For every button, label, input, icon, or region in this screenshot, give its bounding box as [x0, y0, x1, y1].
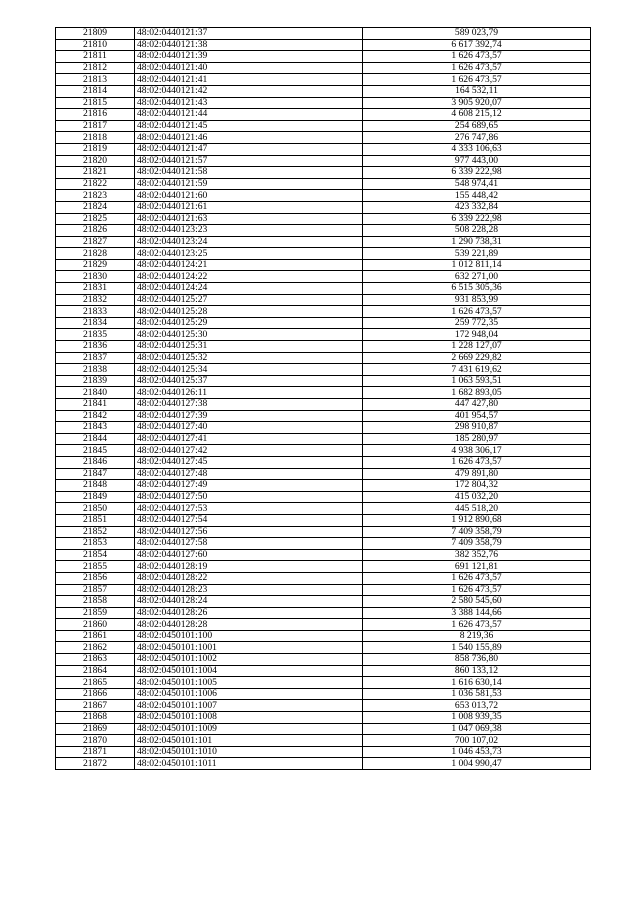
- cadastral-number-cell: 48:02:0440125:37: [135, 375, 363, 387]
- row-number-cell: 21818: [56, 132, 135, 144]
- cadastral-number-cell: 48:02:0440127:42: [135, 445, 363, 457]
- cadastral-value-cell: 298 910,87: [363, 422, 591, 434]
- cadastral-value-cell: 7 409 358,79: [363, 538, 591, 550]
- row-number-cell: 21839: [56, 375, 135, 387]
- cadastral-value-cell: 6 339 222,98: [363, 213, 591, 225]
- cadastral-number-cell: 48:02:0440121:45: [135, 120, 363, 132]
- cadastral-number-cell: 48:02:0450101:100: [135, 630, 363, 642]
- cadastral-number-cell: 48:02:0440128:28: [135, 619, 363, 631]
- table-row: [56, 352, 591, 364]
- table-row: [56, 294, 591, 306]
- row-number-cell: 21810: [56, 39, 135, 51]
- cadastral-value-cell: 164 532,11: [363, 85, 591, 97]
- table-row: [56, 445, 591, 457]
- cadastral-value-cell: 1 540 155,89: [363, 642, 591, 654]
- row-number-cell: 21824: [56, 201, 135, 213]
- table-row: [56, 712, 591, 724]
- cadastral-value-cell: 1 682 893,05: [363, 387, 591, 399]
- table-row: [56, 190, 591, 202]
- row-number-cell: 21871: [56, 746, 135, 758]
- cadastral-number-cell: 48:02:0440127:50: [135, 491, 363, 503]
- cadastral-number-cell: 48:02:0450101:1008: [135, 712, 363, 724]
- cadastral-number-cell: 48:02:0440127:48: [135, 468, 363, 480]
- table-row: [56, 283, 591, 295]
- table-row: [56, 630, 591, 642]
- row-number-cell: 21853: [56, 538, 135, 550]
- row-number-cell: 21868: [56, 712, 135, 724]
- cadastral-number-cell: 48:02:0440121:46: [135, 132, 363, 144]
- row-number-cell: 21811: [56, 51, 135, 63]
- cadastral-value-cell: 3 905 920,07: [363, 97, 591, 109]
- table-row: [56, 306, 591, 318]
- table-row: [56, 399, 591, 411]
- cadastral-value-cell: 653 013,72: [363, 700, 591, 712]
- table-row: [56, 28, 591, 40]
- row-number-cell: 21846: [56, 456, 135, 468]
- cadastral-value-cell: 382 352,76: [363, 549, 591, 561]
- cadastral-value-cell: 3 388 144,66: [363, 607, 591, 619]
- cadastral-number-cell: 48:02:0440125:31: [135, 341, 363, 353]
- row-number-cell: 21849: [56, 491, 135, 503]
- table-row: [56, 236, 591, 248]
- cadastral-value-cell: 4 333 106,63: [363, 143, 591, 155]
- row-number-cell: 21863: [56, 654, 135, 666]
- row-number-cell: 21837: [56, 352, 135, 364]
- cadastral-number-cell: 48:02:0440127:45: [135, 456, 363, 468]
- cadastral-number-cell: 48:02:0440121:43: [135, 97, 363, 109]
- table-row: [56, 468, 591, 480]
- cadastral-value-cell: 415 032,20: [363, 491, 591, 503]
- cadastral-value-cell: 1 008 939,35: [363, 712, 591, 724]
- cadastral-value-cell: 1 012 811,14: [363, 259, 591, 271]
- cadastral-value-cell: 1 626 473,57: [363, 74, 591, 86]
- row-number-cell: 21830: [56, 271, 135, 283]
- cadastral-value-cell: 254 689,65: [363, 120, 591, 132]
- row-number-cell: 21840: [56, 387, 135, 399]
- cadastral-number-cell: 48:02:0440121:40: [135, 62, 363, 74]
- cadastral-number-cell: 48:02:0440128:26: [135, 607, 363, 619]
- table-row: [56, 607, 591, 619]
- table-row: [56, 735, 591, 747]
- cadastral-value-cell: 172 804,32: [363, 480, 591, 492]
- cadastral-value-cell: 691 121,81: [363, 561, 591, 573]
- row-number-cell: 21821: [56, 167, 135, 179]
- row-number-cell: 21861: [56, 630, 135, 642]
- cadastral-value-cell: 1 063 593,51: [363, 375, 591, 387]
- row-number-cell: 21813: [56, 74, 135, 86]
- cadastral-value-cell: 508 228,28: [363, 225, 591, 237]
- cadastral-value-cell: 1 004 990,47: [363, 758, 591, 770]
- cadastral-number-cell: 48:02:0440128:22: [135, 572, 363, 584]
- cadastral-number-cell: 48:02:0450101:1004: [135, 665, 363, 677]
- table-row: [56, 549, 591, 561]
- table-row: [56, 538, 591, 550]
- row-number-cell: 21847: [56, 468, 135, 480]
- table-row: [56, 480, 591, 492]
- cadastral-number-cell: 48:02:0440123:23: [135, 225, 363, 237]
- cadastral-value-cell: 1 046 453,73: [363, 746, 591, 758]
- row-number-cell: 21865: [56, 677, 135, 689]
- cadastral-number-cell: 48:02:0440128:24: [135, 596, 363, 608]
- row-number-cell: 21829: [56, 259, 135, 271]
- table-row: [56, 642, 591, 654]
- table-row: [56, 387, 591, 399]
- cadastral-value-cell: 1 047 069,38: [363, 723, 591, 735]
- table-row: [56, 85, 591, 97]
- cadastral-number-cell: 48:02:0440127:40: [135, 422, 363, 434]
- cadastral-number-cell: 48:02:0440121:58: [135, 167, 363, 179]
- row-number-cell: 21834: [56, 317, 135, 329]
- row-number-cell: 21855: [56, 561, 135, 573]
- cadastral-value-cell: 1 290 738,31: [363, 236, 591, 248]
- cadastral-number-cell: 48:02:0440125:28: [135, 306, 363, 318]
- row-number-cell: 21851: [56, 514, 135, 526]
- row-number-cell: 21843: [56, 422, 135, 434]
- cadastral-number-cell: 48:02:0440125:27: [135, 294, 363, 306]
- cadastral-number-cell: 48:02:0440126:11: [135, 387, 363, 399]
- table-row: [56, 178, 591, 190]
- table-row: [56, 654, 591, 666]
- cadastral-value-cell: 401 954,57: [363, 410, 591, 422]
- cadastral-number-cell: 48:02:0440121:57: [135, 155, 363, 167]
- cadastral-number-cell: 48:02:0440125:32: [135, 352, 363, 364]
- table-row: [56, 746, 591, 758]
- cadastral-value-cell: 632 271,00: [363, 271, 591, 283]
- table-row: [56, 572, 591, 584]
- table-row: [56, 619, 591, 631]
- cadastral-value-cell: 1 616 630,14: [363, 677, 591, 689]
- row-number-cell: 21820: [56, 155, 135, 167]
- cadastral-value-cell: 155 448,42: [363, 190, 591, 202]
- cadastral-number-cell: 48:02:0440127:58: [135, 538, 363, 550]
- cadastral-value-cell: 276 747,86: [363, 132, 591, 144]
- cadastral-number-cell: 48:02:0440127:53: [135, 503, 363, 515]
- row-number-cell: 21832: [56, 294, 135, 306]
- row-number-cell: 21809: [56, 28, 135, 40]
- cadastral-value-cell: 7 431 619,62: [363, 364, 591, 376]
- cadastral-value-cell: 4 938 306,17: [363, 445, 591, 457]
- cadastral-value-cell: 539 221,89: [363, 248, 591, 260]
- cadastral-number-cell: 48:02:0440121:61: [135, 201, 363, 213]
- row-number-cell: 21864: [56, 665, 135, 677]
- cadastral-number-cell: 48:02:0440127:49: [135, 480, 363, 492]
- table-row: [56, 317, 591, 329]
- table-row: [56, 248, 591, 260]
- table-row: [56, 700, 591, 712]
- table-row: [56, 758, 591, 770]
- cadastral-number-cell: 48:02:0440121:47: [135, 143, 363, 155]
- cadastral-number-cell: 48:02:0440123:24: [135, 236, 363, 248]
- cadastral-value-cell: 589 023,79: [363, 28, 591, 40]
- cadastral-number-cell: 48:02:0440125:30: [135, 329, 363, 341]
- cadastral-value-cell: 931 853,99: [363, 294, 591, 306]
- row-number-cell: 21822: [56, 178, 135, 190]
- cadastral-number-cell: 48:02:0440127:54: [135, 514, 363, 526]
- table-row: [56, 213, 591, 225]
- table-row: [56, 596, 591, 608]
- table-row: [56, 375, 591, 387]
- cadastral-value-cell: 6 339 222,98: [363, 167, 591, 179]
- row-number-cell: 21844: [56, 433, 135, 445]
- table-row: [56, 201, 591, 213]
- cadastral-number-cell: 48:02:0440128:19: [135, 561, 363, 573]
- cadastral-number-cell: 48:02:0440121:59: [135, 178, 363, 190]
- row-number-cell: 21833: [56, 306, 135, 318]
- table-row: [56, 97, 591, 109]
- table-row: [56, 167, 591, 179]
- cadastral-value-cell: 1 626 473,57: [363, 456, 591, 468]
- table-body: [56, 28, 591, 770]
- table-row: [56, 120, 591, 132]
- cadastral-number-cell: 48:02:0450101:1011: [135, 758, 363, 770]
- table-row: [56, 503, 591, 515]
- table-row: [56, 62, 591, 74]
- cadastral-number-cell: 48:02:0440127:38: [135, 399, 363, 411]
- cadastral-number-cell: 48:02:0440121:37: [135, 28, 363, 40]
- table-row: [56, 665, 591, 677]
- row-number-cell: 21815: [56, 97, 135, 109]
- cadastral-number-cell: 48:02:0440124:21: [135, 259, 363, 271]
- cadastral-value-table: [55, 27, 591, 770]
- table-row: [56, 456, 591, 468]
- cadastral-value-cell: 1 912 890,68: [363, 514, 591, 526]
- table-row: [56, 143, 591, 155]
- row-number-cell: 21825: [56, 213, 135, 225]
- row-number-cell: 21831: [56, 283, 135, 295]
- row-number-cell: 21823: [56, 190, 135, 202]
- table-row: [56, 329, 591, 341]
- row-number-cell: 21850: [56, 503, 135, 515]
- row-number-cell: 21816: [56, 109, 135, 121]
- row-number-cell: 21836: [56, 341, 135, 353]
- cadastral-value-cell: 2 669 229,82: [363, 352, 591, 364]
- cadastral-number-cell: 48:02:0450101:1007: [135, 700, 363, 712]
- cadastral-value-cell: 1 626 473,57: [363, 619, 591, 631]
- table-row: [56, 155, 591, 167]
- cadastral-value-cell: 4 608 215,12: [363, 109, 591, 121]
- table-row: [56, 259, 591, 271]
- cadastral-number-cell: 48:02:0440127:39: [135, 410, 363, 422]
- row-number-cell: 21827: [56, 236, 135, 248]
- cadastral-number-cell: 48:02:0440125:34: [135, 364, 363, 376]
- row-number-cell: 21838: [56, 364, 135, 376]
- cadastral-number-cell: 48:02:0450101:1002: [135, 654, 363, 666]
- cadastral-number-cell: 48:02:0440121:44: [135, 109, 363, 121]
- row-number-cell: 21814: [56, 85, 135, 97]
- cadastral-number-cell: 48:02:0440127:41: [135, 433, 363, 445]
- row-number-cell: 21835: [56, 329, 135, 341]
- cadastral-value-cell: 1 228 127,07: [363, 341, 591, 353]
- row-number-cell: 21841: [56, 399, 135, 411]
- row-number-cell: 21826: [56, 225, 135, 237]
- cadastral-number-cell: 48:02:0440123:25: [135, 248, 363, 260]
- cadastral-value-cell: 1 626 473,57: [363, 62, 591, 74]
- table-row: [56, 491, 591, 503]
- cadastral-value-cell: 172 948,04: [363, 329, 591, 341]
- table-row: [56, 410, 591, 422]
- cadastral-number-cell: 48:02:0440121:63: [135, 213, 363, 225]
- cadastral-number-cell: 48:02:0450101:101: [135, 735, 363, 747]
- cadastral-number-cell: 48:02:0440121:39: [135, 51, 363, 63]
- table-row: [56, 51, 591, 63]
- row-number-cell: 21819: [56, 143, 135, 155]
- row-number-cell: 21812: [56, 62, 135, 74]
- cadastral-value-cell: 6 617 392,74: [363, 39, 591, 51]
- cadastral-number-cell: 48:02:0450101:1006: [135, 688, 363, 700]
- table-row: [56, 526, 591, 538]
- cadastral-number-cell: 48:02:0450101:1001: [135, 642, 363, 654]
- cadastral-number-cell: 48:02:0440125:29: [135, 317, 363, 329]
- row-number-cell: 21845: [56, 445, 135, 457]
- table-row: [56, 74, 591, 86]
- cadastral-value-cell: 1 626 473,57: [363, 51, 591, 63]
- row-number-cell: 21858: [56, 596, 135, 608]
- row-number-cell: 21854: [56, 549, 135, 561]
- row-number-cell: 21857: [56, 584, 135, 596]
- row-number-cell: 21848: [56, 480, 135, 492]
- table-row: [56, 225, 591, 237]
- cadastral-value-cell: 259 772,35: [363, 317, 591, 329]
- row-number-cell: 21870: [56, 735, 135, 747]
- cadastral-value-cell: 479 891,80: [363, 468, 591, 480]
- cadastral-number-cell: 48:02:0440121:41: [135, 74, 363, 86]
- cadastral-value-cell: 8 219,36: [363, 630, 591, 642]
- cadastral-value-cell: 7 409 358,79: [363, 526, 591, 538]
- table-row: [56, 433, 591, 445]
- row-number-cell: 21862: [56, 642, 135, 654]
- cadastral-number-cell: 48:02:0450101:1005: [135, 677, 363, 689]
- cadastral-value-cell: 1 626 473,57: [363, 572, 591, 584]
- row-number-cell: 21872: [56, 758, 135, 770]
- cadastral-value-cell: 977 443,00: [363, 155, 591, 167]
- cadastral-value-cell: 860 133,12: [363, 665, 591, 677]
- cadastral-value-cell: 6 515 305,36: [363, 283, 591, 295]
- cadastral-number-cell: 48:02:0450101:1010: [135, 746, 363, 758]
- table-row: [56, 422, 591, 434]
- row-number-cell: 21852: [56, 526, 135, 538]
- cadastral-number-cell: 48:02:0440124:22: [135, 271, 363, 283]
- row-number-cell: 21842: [56, 410, 135, 422]
- row-number-cell: 21859: [56, 607, 135, 619]
- table-row: [56, 514, 591, 526]
- row-number-cell: 21869: [56, 723, 135, 735]
- table-row: [56, 271, 591, 283]
- cadastral-value-cell: 700 107,02: [363, 735, 591, 747]
- row-number-cell: 21856: [56, 572, 135, 584]
- cadastral-value-cell: 858 736,80: [363, 654, 591, 666]
- row-number-cell: 21867: [56, 700, 135, 712]
- cadastral-value-cell: 1 626 473,57: [363, 584, 591, 596]
- row-number-cell: 21817: [56, 120, 135, 132]
- cadastral-value-cell: 2 580 545,60: [363, 596, 591, 608]
- cadastral-number-cell: 48:02:0440127:56: [135, 526, 363, 538]
- cadastral-number-cell: 48:02:0450101:1009: [135, 723, 363, 735]
- table-row: [56, 677, 591, 689]
- row-number-cell: 21860: [56, 619, 135, 631]
- cadastral-value-cell: 1 036 581,53: [363, 688, 591, 700]
- cadastral-value-cell: 1 626 473,57: [363, 306, 591, 318]
- cadastral-value-cell: 548 974,41: [363, 178, 591, 190]
- cadastral-value-cell: 185 280,97: [363, 433, 591, 445]
- cadastral-number-cell: 48:02:0440127:60: [135, 549, 363, 561]
- table-row: [56, 688, 591, 700]
- cadastral-value-cell: 423 332,84: [363, 201, 591, 213]
- row-number-cell: 21866: [56, 688, 135, 700]
- table-row: [56, 109, 591, 121]
- cadastral-number-cell: 48:02:0440121:42: [135, 85, 363, 97]
- cadastral-number-cell: 48:02:0440121:60: [135, 190, 363, 202]
- cadastral-number-cell: 48:02:0440121:38: [135, 39, 363, 51]
- cadastral-number-cell: 48:02:0440124:24: [135, 283, 363, 295]
- table-row: [56, 341, 591, 353]
- table-row: [56, 584, 591, 596]
- table-row: [56, 132, 591, 144]
- table-row: [56, 723, 591, 735]
- table-row: [56, 364, 591, 376]
- row-number-cell: 21828: [56, 248, 135, 260]
- table-row: [56, 561, 591, 573]
- cadastral-value-cell: 445 518,20: [363, 503, 591, 515]
- cadastral-number-cell: 48:02:0440128:23: [135, 584, 363, 596]
- table-row: [56, 39, 591, 51]
- cadastral-value-cell: 447 427,80: [363, 399, 591, 411]
